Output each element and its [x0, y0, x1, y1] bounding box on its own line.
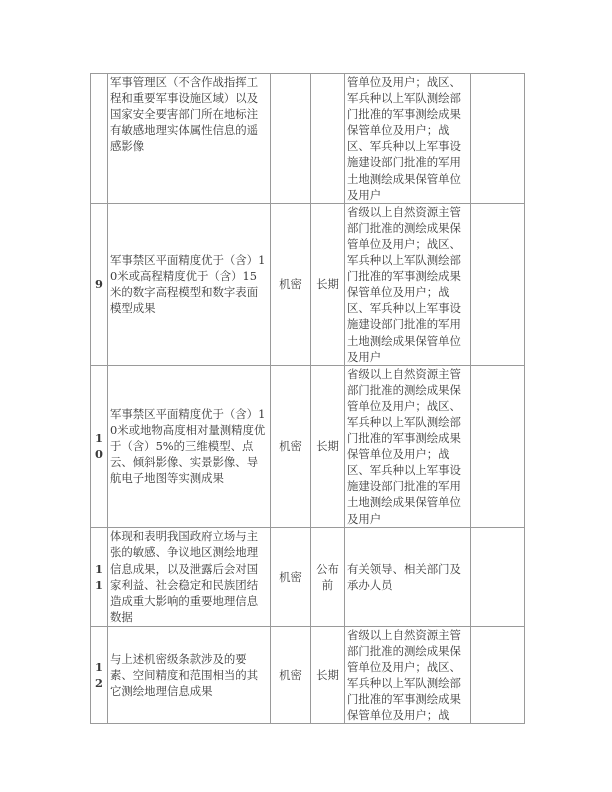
row-number: 12 [91, 626, 108, 724]
access-scope: 有关领导、相关部门及承办人员 [345, 527, 471, 626]
confidentiality-term [311, 74, 345, 204]
classification-level [271, 74, 311, 204]
row-number [91, 74, 108, 204]
item-description: 体现和表明我国政府立场与主张的敏感、争议地区测绘地理信息成果，以及泄露后会对国家利益、社会稳定和民族团结造成重大影响的重要地理信息数据 [108, 527, 271, 626]
item-description: 军事禁区平面精度优于（含）10米或高程精度优于（含）15米的数字高程模型和数字表面模型成果 [108, 203, 271, 365]
confidentiality-term: 长期 [311, 365, 345, 527]
table-row [91, 74, 525, 204]
remarks [471, 527, 525, 626]
confidentiality-term: 长期 [311, 626, 345, 724]
table-row [91, 626, 525, 724]
table-row [91, 527, 525, 626]
table-row [91, 203, 525, 365]
item-description: 军事禁区平面精度优于（含）10米或地物高度相对量测精度优于（含）5%的三维模型、点云、倾斜影像、实景影像、导航电子地图等实测成果 [108, 365, 271, 527]
row-number: 9 [91, 203, 108, 365]
access-scope: 管单位及用户；战区、军兵种以上军队测绘部门批准的军事测绘成果保管单位及用户；战区、军兵种以上军事设施建设部门批准的军用土地测绘成果保管单位及用户 [345, 74, 471, 204]
item-description: 军事管理区（不含作战指挥工程和重要军事设施区域）以及国家安全要害部门所在地标注有敏感地理实体属性信息的遥感影像 [108, 74, 271, 204]
access-scope: 省级以上自然资源主管部门批准的测绘成果保管单位及用户；战区、军兵种以上军队测绘部门批准的军事测绘成果保管单位及用户；战区、军兵种以上军事设施建设部门批准的军用土地测绘成果保管单位及用户 [345, 203, 471, 365]
access-scope: 省级以上自然资源主管部门批准的测绘成果保管单位及用户；战区、军兵种以上军队测绘部门批准的军事测绘成果保管单位及用户；战区、军兵种以上军事设施建设部门批准的军用土地测绘成果保管单位及用户 [345, 365, 471, 527]
remarks [471, 365, 525, 527]
classification-table [90, 73, 525, 724]
classification-level: 机密 [271, 203, 311, 365]
classification-level: 机密 [271, 527, 311, 626]
remarks [471, 626, 525, 724]
table-row [91, 365, 525, 527]
classification-level: 机密 [271, 365, 311, 527]
item-description: 与上述机密级条款涉及的要素、空间精度和范围相当的其它测绘地理信息成果 [108, 626, 271, 724]
confidentiality-term: 长期 [311, 203, 345, 365]
confidentiality-term: 公布前 [311, 527, 345, 626]
classification-level: 机密 [271, 626, 311, 724]
row-number: 10 [91, 365, 108, 527]
remarks [471, 74, 525, 204]
remarks [471, 203, 525, 365]
access-scope: 省级以上自然资源主管部门批准的测绘成果保管单位及用户；战区、军兵种以上军队测绘部门批准的军事测绘成果保管单位及用户；战 [345, 626, 471, 724]
row-number: 11 [91, 527, 108, 626]
